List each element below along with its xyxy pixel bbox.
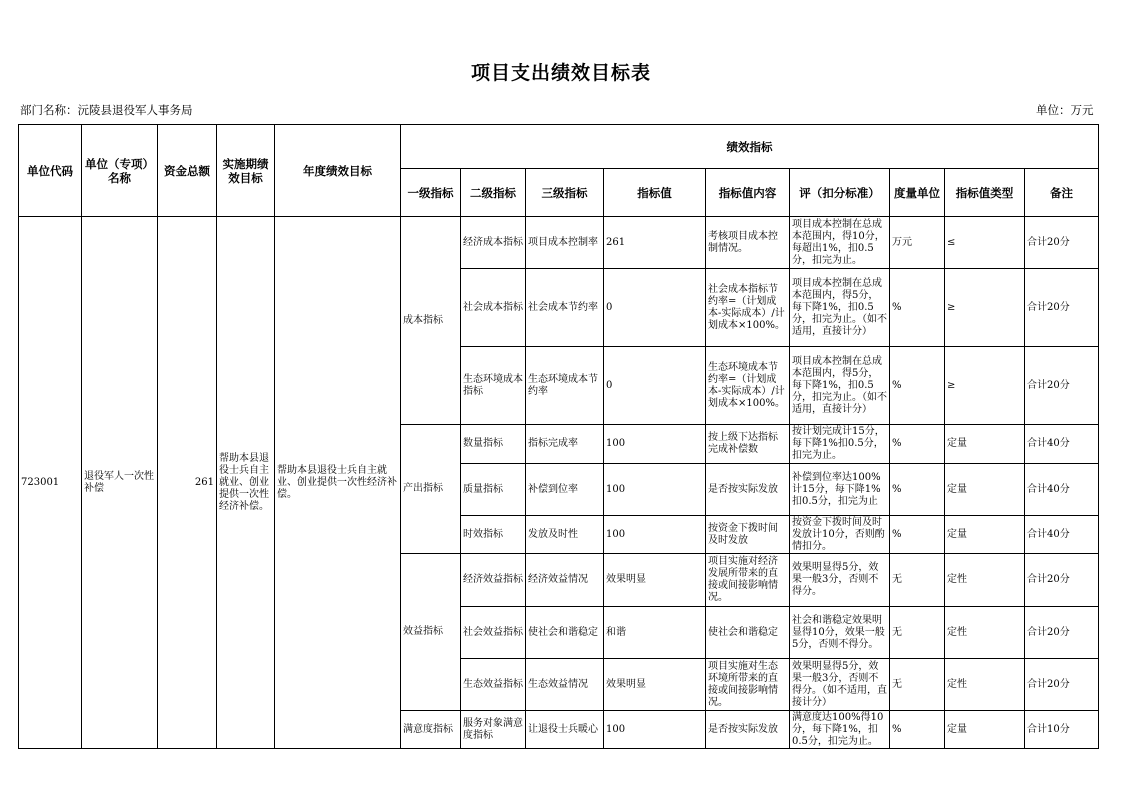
cell-content: 生态环境成本节约率=（计划成本-实际成本）/计划成本×100%。 xyxy=(706,347,790,425)
cell-measure: % xyxy=(890,425,945,464)
cell-value: 效果明显 xyxy=(604,554,706,607)
cell-remark: 合计20分 xyxy=(1025,269,1099,347)
cell-l2: 生态环境成本指标 xyxy=(461,347,526,425)
cell-l3: 生态效益情况 xyxy=(526,659,604,711)
cell-l3: 生态环境成本节约率 xyxy=(526,347,604,425)
cell-remark: 合计20分 xyxy=(1025,217,1099,269)
cell-type: ≥ xyxy=(945,347,1025,425)
project-code: 723001 xyxy=(19,217,82,749)
header-scoring: 评（扣分标准） xyxy=(790,169,890,217)
cell-measure: % xyxy=(890,464,945,516)
header-level2: 二级指标 xyxy=(461,169,526,217)
group-cost: 成本指标 xyxy=(401,217,461,425)
project-annual-goal: 帮助本县退役士兵自主就业、创业提供一次性经济补偿。 xyxy=(275,217,401,749)
cell-content: 考核项目成本控制情况。 xyxy=(706,217,790,269)
cell-value: 100 xyxy=(604,425,706,464)
cell-scoring: 补偿到位率达100%计15分，每下降1%扣0.5分，扣完为止 xyxy=(790,464,890,516)
cell-measure: 无 xyxy=(890,607,945,659)
cell-l2: 社会效益指标 xyxy=(461,607,526,659)
group-output: 产出指标 xyxy=(401,425,461,554)
cell-measure: % xyxy=(890,711,945,749)
project-amount: 261 xyxy=(158,217,217,749)
cell-l3: 项目成本控制率 xyxy=(526,217,604,269)
cell-content: 项目实施对生态环境所带来的直接或间接影响情况。 xyxy=(706,659,790,711)
cell-type: 定量 xyxy=(945,464,1025,516)
header-level3: 三级指标 xyxy=(526,169,604,217)
cell-type: 定量 xyxy=(945,711,1025,749)
cell-scoring: 满意度达100%得10分，每下降1%，扣0.5分，扣完为止。 xyxy=(790,711,890,749)
cell-measure: 万元 xyxy=(890,217,945,269)
cell-l3: 使社会和谐稳定 xyxy=(526,607,604,659)
cell-type: ≥ xyxy=(945,269,1025,347)
cell-content: 按上级下达指标完成补偿数 xyxy=(706,425,790,464)
cell-remark: 合计40分 xyxy=(1025,516,1099,554)
cell-value: 261 xyxy=(604,217,706,269)
cell-scoring: 项目成本控制在总成本范围内，得10分，每超出1%，扣0.5分，扣完为止。 xyxy=(790,217,890,269)
cell-type: 定量 xyxy=(945,425,1025,464)
cell-scoring: 按资金下拨时间及时发放计10分，否则酌情扣分。 xyxy=(790,516,890,554)
cell-type: 定性 xyxy=(945,607,1025,659)
group-satisfaction: 满意度指标 xyxy=(401,711,461,749)
cell-value: 100 xyxy=(604,464,706,516)
cell-value: 0 xyxy=(604,347,706,425)
header-total-funds: 资金总额 xyxy=(158,125,217,217)
table-row xyxy=(19,217,1099,269)
cell-measure: % xyxy=(890,516,945,554)
cell-scoring: 效果明显得5分，效果一般3分，否则不得分。 xyxy=(790,554,890,607)
cell-type: 定性 xyxy=(945,554,1025,607)
project-name: 退役军人一次性补偿 xyxy=(82,217,158,749)
cell-l3: 补偿到位率 xyxy=(526,464,604,516)
cell-remark: 合计40分 xyxy=(1025,464,1099,516)
cell-remark: 合计20分 xyxy=(1025,607,1099,659)
cell-l3: 发放及时性 xyxy=(526,516,604,554)
cell-l3: 让退役士兵暖心 xyxy=(526,711,604,749)
cell-value: 100 xyxy=(604,516,706,554)
page-title: 项目支出绩效目标表 xyxy=(470,62,651,84)
cell-measure: % xyxy=(890,347,945,425)
cell-content: 使社会和谐稳定 xyxy=(706,607,790,659)
cell-l3: 社会成本节约率 xyxy=(526,269,604,347)
header-unit-name: 单位（专项）名称 xyxy=(82,125,158,217)
header-value: 指标值 xyxy=(604,169,706,217)
header-annual-goal: 年度绩效目标 xyxy=(275,125,401,217)
header-content: 指标值内容 xyxy=(706,169,790,217)
cell-l2: 社会成本指标 xyxy=(461,269,526,347)
header-period-goal: 实施期绩效目标 xyxy=(217,125,275,217)
cell-remark: 合计20分 xyxy=(1025,554,1099,607)
cell-l2: 经济成本指标 xyxy=(461,217,526,269)
header-value-type: 指标值类型 xyxy=(945,169,1025,217)
header-performance: 绩效指标 xyxy=(401,125,1099,169)
cell-content: 社会成本指标节约率=（计划成本-实际成本）/计划成本×100%。 xyxy=(706,269,790,347)
cell-scoring: 项目成本控制在总成本范围内，得5分，每下降1%，扣0.5分，扣完为止。（如不适用，直接计分） xyxy=(790,347,890,425)
cell-content: 是否按实际发放 xyxy=(706,464,790,516)
cell-scoring: 效果明显得5分，效果一般3分，否则不得分。（如不适用，直接计分） xyxy=(790,659,890,711)
cell-l3: 经济效益情况 xyxy=(526,554,604,607)
cell-l2: 服务对象满意度指标 xyxy=(461,711,526,749)
cell-remark: 合计40分 xyxy=(1025,425,1099,464)
cell-l2: 经济效益指标 xyxy=(461,554,526,607)
currency-unit: 单位：万元 xyxy=(1036,103,1094,117)
performance-table xyxy=(18,124,1099,749)
cell-value: 100 xyxy=(604,711,706,749)
cell-scoring: 社会和谐稳定效果明显得10分，效果一般5分，否则不得分。 xyxy=(790,607,890,659)
cell-l2: 质量指标 xyxy=(461,464,526,516)
cell-value: 效果明显 xyxy=(604,659,706,711)
cell-l2: 生态效益指标 xyxy=(461,659,526,711)
cell-type: ≤ xyxy=(945,217,1025,269)
cell-measure: 无 xyxy=(890,659,945,711)
cell-value: 和谐 xyxy=(604,607,706,659)
header-level1: 一级指标 xyxy=(401,169,461,217)
cell-remark: 合计20分 xyxy=(1025,659,1099,711)
header-row-1 xyxy=(19,125,1099,169)
cell-type: 定性 xyxy=(945,659,1025,711)
group-benefit: 效益指标 xyxy=(401,554,461,711)
cell-remark: 合计20分 xyxy=(1025,347,1099,425)
cell-type: 定量 xyxy=(945,516,1025,554)
cell-l2: 数量指标 xyxy=(461,425,526,464)
cell-remark: 合计10分 xyxy=(1025,711,1099,749)
cell-scoring: 项目成本控制在总成本范围内，得5分，每下降1%，扣0.5分，扣完为止。（如不适用，直接计分） xyxy=(790,269,890,347)
header-unit-code: 单位代码 xyxy=(19,125,82,217)
cell-content: 按资金下拨时间及时发放 xyxy=(706,516,790,554)
cell-content: 项目实施对经济发展所带来的直接或间接影响情况。 xyxy=(706,554,790,607)
cell-l2: 时效指标 xyxy=(461,516,526,554)
cell-measure: 无 xyxy=(890,554,945,607)
department-name: 部门名称：沅陵县退役军人事务局 xyxy=(20,103,193,117)
header-measure: 度量单位 xyxy=(890,169,945,217)
cell-scoring: 按计划完成计15分，每下降1%扣0.5分，扣完为止。 xyxy=(790,425,890,464)
cell-measure: % xyxy=(890,269,945,347)
cell-value: 0 xyxy=(604,269,706,347)
project-period-goal: 帮助本县退役士兵自主就业、创业提供一次性经济补偿。 xyxy=(217,217,275,749)
cell-l3: 指标完成率 xyxy=(526,425,604,464)
cell-content: 是否按实际发放 xyxy=(706,711,790,749)
header-remark: 备注 xyxy=(1025,169,1099,217)
